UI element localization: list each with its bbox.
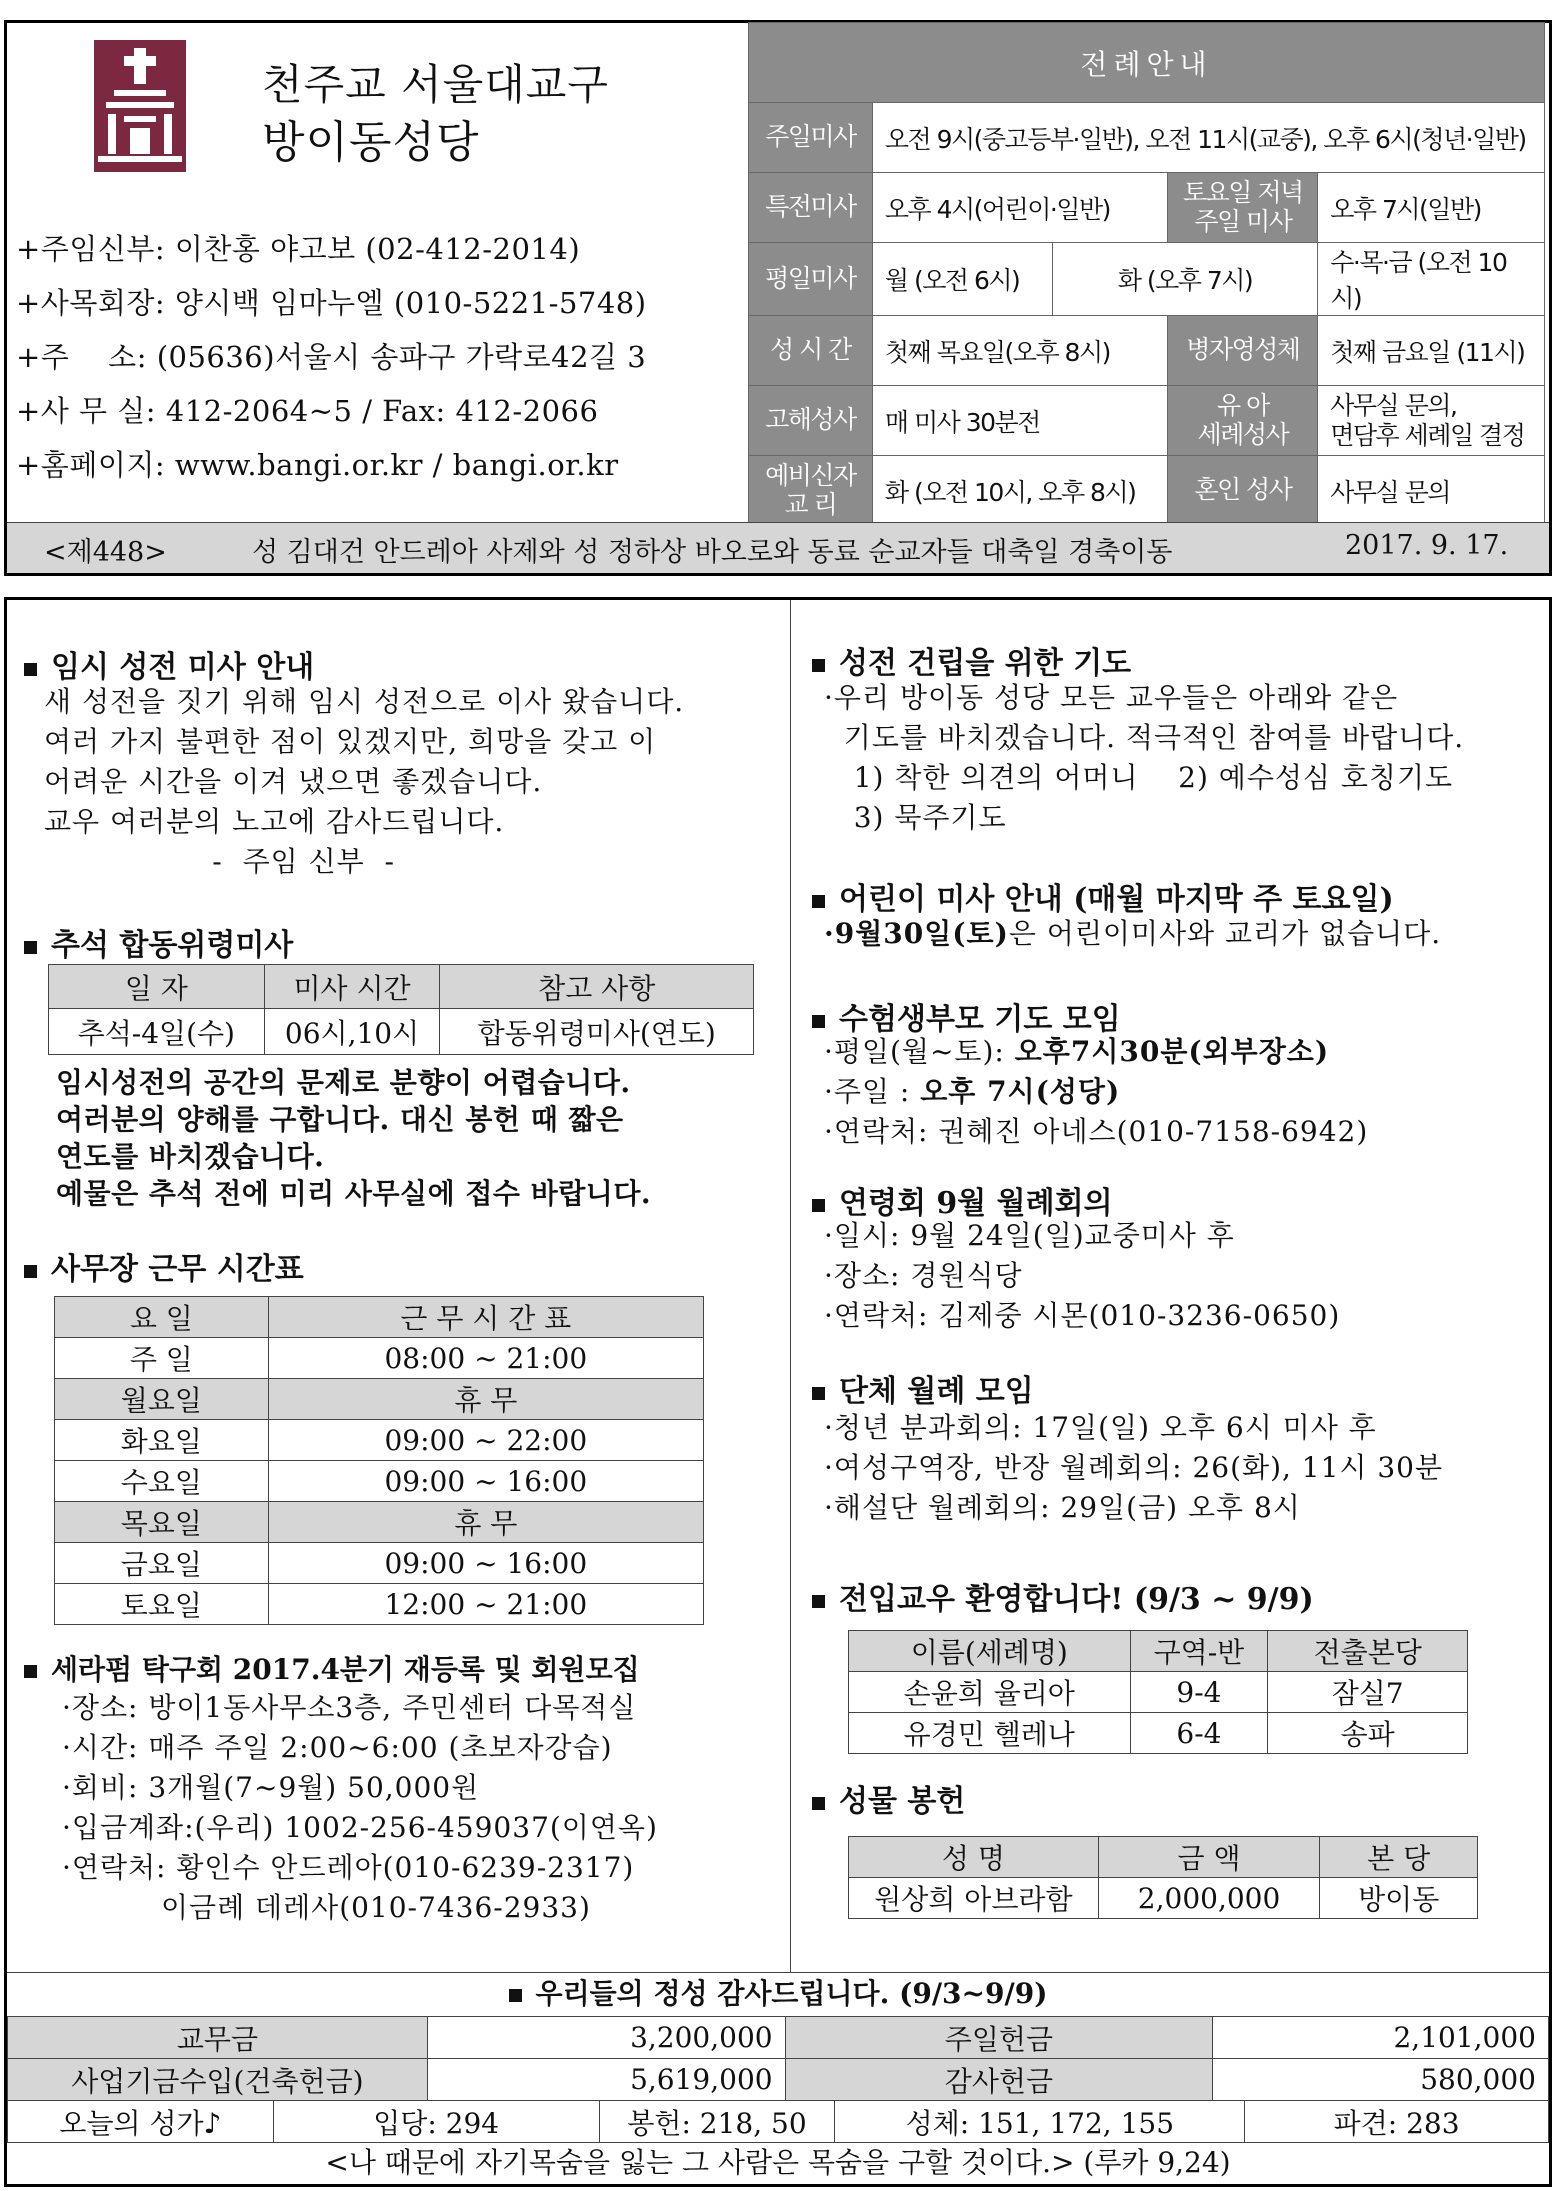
square-bullet-icon bbox=[812, 1015, 825, 1028]
office-day: 월요일 bbox=[55, 1379, 269, 1420]
building-fund-amount: 5,619,000 bbox=[427, 2059, 785, 2101]
infant-value-line1: 사무실 문의, bbox=[1330, 390, 1457, 420]
office-hours: 12:00 ~ 21:00 bbox=[268, 1584, 703, 1625]
hymns-table bbox=[7, 2100, 1549, 2143]
memorial-title: 추석 합동위령미사 bbox=[51, 928, 294, 963]
prayer-body: ·우리 방이동 성당 모든 교우들은 아래와 같은 기도를 바치겠습니다. 적극적인 참여를 바랍니다. 1) 착한 의견의 어머니 2) 예수성심 호칭기도 3) 묵주기도 bbox=[824, 681, 1465, 834]
office-day: 목요일 bbox=[55, 1502, 269, 1543]
elder-title: 연령회 9월 월례회의 bbox=[839, 1186, 1113, 1221]
office-day: 금요일 bbox=[55, 1543, 269, 1584]
sick-communion-label: 병자영성체 bbox=[1168, 316, 1318, 386]
exam-weekday bbox=[824, 1032, 1368, 1072]
holy-hour-value: 첫째 목요일(오후 8시) bbox=[872, 316, 1168, 386]
office-day: 수요일 bbox=[55, 1461, 269, 1502]
hymn-entrance: 입당: 294 bbox=[273, 2101, 599, 2143]
sick-communion-value: 첫째 금요일 (11시) bbox=[1318, 316, 1545, 386]
office-hours: 09:00 ~ 16:00 bbox=[268, 1543, 703, 1584]
square-bullet-icon bbox=[24, 1665, 37, 1678]
liturgy-table bbox=[748, 22, 1545, 526]
exam-weekday-value: 오후7시30분(외부장소) bbox=[1014, 1035, 1330, 1068]
groups-youth: ·청년 분과회의: 17일(일) 오후 6시 미사 후 bbox=[824, 1411, 1377, 1444]
table-row bbox=[849, 1672, 1468, 1713]
pingpong-heading bbox=[24, 1648, 640, 1688]
welcome-parish: 송파 bbox=[1268, 1713, 1468, 1754]
offering-name: 원상희 아브라함 bbox=[849, 1878, 1099, 1919]
catechumen-label-line2: 교 리 bbox=[784, 489, 837, 519]
issue-number: <제448> bbox=[44, 537, 167, 568]
sunday-mass-value: 오전 9시(중고등부·일반), 오전 11시(교중), 오후 6시(청년·일반) bbox=[872, 103, 1544, 173]
welcome-name: 손윤희 율리아 bbox=[849, 1672, 1131, 1713]
parish-name-line1: 천주교 서울대교구 bbox=[262, 60, 609, 109]
saturday-label-line1: 토요일 저녁 bbox=[1182, 177, 1303, 207]
memorial-header-date: 일 자 bbox=[49, 965, 265, 1009]
saturday-mass-value: 오후 7시(일반) bbox=[1318, 173, 1545, 243]
thanks-title-row bbox=[7, 1972, 1549, 2016]
memorial-note: 합동위령미사(연도) bbox=[440, 1009, 754, 1055]
office-schedule-table bbox=[54, 1296, 704, 1625]
office-day: 화요일 bbox=[55, 1420, 269, 1461]
temp-sanctuary-title: 임시 성전 미사 안내 bbox=[51, 650, 315, 685]
memorial-notice: 임시성전의 공간의 문제로 분향이 어렵습니다. 여러분의 양해를 구합니다. 대신 봉헌 때 짧은 연도를 바치겠습니다. 예물은 추석 전에 미리 사무실에 접수 바랍니다. bbox=[56, 1066, 652, 1210]
parish-name-line2: 방이동성당 bbox=[262, 117, 480, 168]
offering-amount: 2,000,000 bbox=[1098, 1878, 1320, 1919]
memorial-time: 06시,10시 bbox=[264, 1009, 440, 1055]
square-bullet-icon bbox=[24, 941, 37, 954]
catechumen-value: 화 (오전 10시, 오후 8시) bbox=[872, 456, 1168, 526]
elder-contact: ·연락처: 김제중 시몬(010-3236-0650) bbox=[824, 1299, 1341, 1332]
welcome-table bbox=[848, 1630, 1468, 1754]
contact-council: +사목회장: 양시백 임마누엘 (010-5221-5748) bbox=[16, 286, 647, 320]
contribution-table bbox=[7, 2016, 1549, 2101]
contact-office: +사 무 실: 412-2064~5 / Fax: 412-2066 bbox=[16, 394, 599, 428]
dues-label: 교무금 bbox=[8, 2017, 428, 2059]
scripture-quote: <나 때문에 자기목숨을 잃는 그 사람은 목숨을 구할 것이다.> (루카 9,24) bbox=[7, 2142, 1549, 2184]
children-date: ·9월30일(토) bbox=[824, 917, 1009, 950]
office-header-day: 요 일 bbox=[55, 1297, 269, 1338]
pingpong-contact1: ·연락처: 황인수 안드레아(010-6239-2317) bbox=[62, 1851, 635, 1884]
hymn-offertory: 봉헌: 218, 50 bbox=[599, 2101, 835, 2143]
groups-women: ·여성구역장, 반장 월례회의: 26(화), 11시 30분 bbox=[824, 1451, 1444, 1484]
issue-feast: 성 김대건 안드레아 사제와 성 정하상 바오로와 동료 순교자들 대축일 경축이동 bbox=[252, 537, 1173, 568]
exam-sunday-label: ·주일 : bbox=[824, 1075, 921, 1108]
issue-date: 2017. 9. 17. bbox=[1345, 530, 1509, 561]
office-schedule-heading bbox=[24, 1244, 304, 1288]
prayer-title: 성전 건립을 위한 기도 bbox=[839, 646, 1132, 681]
welcome-header-name: 이름(세례명) bbox=[849, 1631, 1131, 1672]
office-hours: 09:00 ~ 22:00 bbox=[268, 1420, 703, 1461]
groups-heading bbox=[812, 1366, 1034, 1410]
table-row bbox=[55, 1584, 704, 1625]
welcome-header-zone: 구역-반 bbox=[1130, 1631, 1268, 1672]
welcome-name: 유경민 헬레나 bbox=[849, 1713, 1131, 1754]
welcome-zone: 6-4 bbox=[1130, 1713, 1268, 1754]
offering-header-amount: 금 액 bbox=[1098, 1837, 1320, 1878]
memorial-date: 추석-4일(수) bbox=[49, 1009, 265, 1055]
church-logo-icon bbox=[94, 40, 186, 172]
infant-label-line1: 유 아 bbox=[1216, 390, 1269, 420]
exam-sunday-value: 오후 7시(성당) bbox=[920, 1075, 1121, 1108]
catechumen-label-line1: 예비신자 bbox=[765, 460, 856, 490]
exam-weekday-label: ·평일(월~토): bbox=[824, 1035, 1015, 1068]
hymns-label: 오늘의 성가♪ bbox=[8, 2101, 274, 2143]
groups-title: 단체 월례 모임 bbox=[839, 1374, 1034, 1409]
pingpong-contact2: 이금례 데레사(010-7436-2933) bbox=[62, 1891, 591, 1924]
liturgy-title: 전례안내 bbox=[749, 23, 1545, 103]
children-note: 은 어린이미사와 교리가 없습니다. bbox=[1008, 917, 1442, 950]
confession-value: 매 미사 30분전 bbox=[872, 386, 1168, 456]
table-row bbox=[55, 1420, 704, 1461]
holy-hour-label: 성 시 간 bbox=[749, 316, 873, 386]
office-hours: 09:00 ~ 16:00 bbox=[268, 1461, 703, 1502]
infant-baptism-value bbox=[1318, 386, 1545, 456]
office-hours: 휴 무 bbox=[268, 1502, 703, 1543]
offering-table bbox=[848, 1836, 1478, 1919]
catechumen-label bbox=[749, 456, 873, 526]
square-bullet-icon bbox=[812, 1797, 825, 1810]
weekday-wtf: 수·목·금 (오전 10시) bbox=[1318, 243, 1545, 316]
weekday-mon: 월 (오전 6시) bbox=[872, 243, 1052, 316]
offering-title: 성물 봉헌 bbox=[839, 1784, 966, 1819]
sunday-offering-amount: 2,101,000 bbox=[1213, 2017, 1549, 2059]
memorial-header-note: 참고 사항 bbox=[440, 965, 754, 1009]
square-bullet-icon bbox=[812, 1199, 825, 1212]
table-row bbox=[55, 1338, 704, 1379]
exam-title: 수험생부모 기도 모임 bbox=[839, 1002, 1121, 1037]
table-row bbox=[55, 1461, 704, 1502]
pingpong-items bbox=[62, 1688, 658, 1928]
thanks-title: 우리들의 정성 감사드립니다. (9/3~9/9) bbox=[535, 1977, 1048, 2010]
square-bullet-icon bbox=[24, 663, 37, 676]
weekday-tue: 화 (오후 7시) bbox=[1052, 243, 1318, 316]
square-bullet-icon bbox=[812, 895, 825, 908]
square-bullet-icon bbox=[812, 1595, 825, 1608]
anticipated-mass-value: 오후 4시(어린이·일반) bbox=[872, 173, 1168, 243]
sunday-mass-label: 주일미사 bbox=[749, 103, 873, 173]
welcome-header-parish: 전출본당 bbox=[1268, 1631, 1468, 1672]
column-divider bbox=[790, 600, 791, 1972]
memorial-table bbox=[48, 964, 754, 1055]
offering-heading bbox=[812, 1776, 965, 1820]
offering-header-name: 성 명 bbox=[849, 1837, 1099, 1878]
welcome-zone: 9-4 bbox=[1130, 1672, 1268, 1713]
wedding-value: 사무실 문의 bbox=[1318, 456, 1545, 526]
office-schedule-title: 사무장 근무 시간표 bbox=[51, 1252, 304, 1287]
exam-items bbox=[824, 1032, 1368, 1152]
office-hours: 휴 무 bbox=[268, 1379, 703, 1420]
building-fund-label: 사업기금수입(건축헌금) bbox=[8, 2059, 428, 2101]
office-day: 토요일 bbox=[55, 1584, 269, 1625]
contact-address: +주 소: (05636)서울시 송파구 가락로42길 3 bbox=[16, 340, 647, 374]
square-bullet-icon bbox=[24, 1265, 37, 1278]
weekday-mass-label: 평일미사 bbox=[749, 243, 873, 316]
temp-sanctuary-heading bbox=[24, 642, 314, 686]
anticipated-mass-label: 특전미사 bbox=[749, 173, 873, 243]
hymn-recessional: 파견: 283 bbox=[1245, 2101, 1549, 2143]
pingpong-account: ·입금계좌:(우리) 1002-256-459037(이연옥) bbox=[62, 1811, 658, 1844]
contact-website[interactable]: +홈페이지: www.bangi.or.kr / bangi.or.kr bbox=[16, 448, 619, 482]
offering-parish: 방이동 bbox=[1320, 1878, 1478, 1919]
pingpong-title: 세라펌 탁구회 2017.4분기 재등록 및 회원모집 bbox=[51, 1653, 640, 1686]
square-bullet-icon bbox=[812, 1387, 825, 1400]
confession-label: 고해성사 bbox=[749, 386, 873, 456]
children-body bbox=[824, 914, 1441, 954]
temp-sanctuary-body: 새 성전을 짓기 위해 임시 성전으로 이사 왔습니다. 여러 가지 불편한 점이 있겠지만, 희망을 갖고 이 어려운 시간을 이겨 냈으면 좋겠습니다. 교우 여러분의 노고에 감사드립니다. - 주임 신부 - bbox=[44, 685, 685, 878]
table-row bbox=[55, 1502, 704, 1543]
children-title: 어린이 미사 안내 (매월 마지막 주 토요일) bbox=[839, 882, 1394, 917]
pingpong-fee: ·회비: 3개월(7~9월) 50,000원 bbox=[62, 1771, 480, 1804]
dues-amount: 3,200,000 bbox=[427, 2017, 785, 2059]
memorial-heading bbox=[24, 920, 293, 964]
exam-contact: ·연락처: 권혜진 아네스(010-7158-6942) bbox=[824, 1115, 1369, 1148]
office-header-hours: 근 무 시 간 표 bbox=[268, 1297, 703, 1338]
children-heading bbox=[812, 874, 1394, 918]
thanks-offering-amount: 580,000 bbox=[1213, 2059, 1549, 2101]
square-bullet-icon bbox=[812, 659, 825, 672]
offering-header-parish: 본 당 bbox=[1320, 1837, 1478, 1878]
groups-items bbox=[824, 1408, 1443, 1528]
wedding-label: 혼인 성사 bbox=[1168, 456, 1318, 526]
office-day: 주 일 bbox=[55, 1338, 269, 1379]
pingpong-time: ·시간: 매주 주일 2:00~6:00 (초보자강습) bbox=[62, 1731, 613, 1764]
table-row bbox=[55, 1379, 704, 1420]
hymn-communion: 성체: 151, 172, 155 bbox=[835, 2101, 1245, 2143]
elder-items bbox=[824, 1216, 1340, 1336]
memorial-header-time: 미사 시간 bbox=[264, 965, 440, 1009]
exam-sunday bbox=[824, 1072, 1368, 1112]
infant-label-line2: 세례성사 bbox=[1197, 419, 1289, 449]
square-bullet-icon bbox=[509, 1989, 522, 2002]
groups-commentators: ·해설단 월례회의: 29일(금) 오후 8시 bbox=[824, 1491, 1301, 1524]
welcome-parish: 잠실7 bbox=[1268, 1672, 1468, 1713]
saturday-label-line2: 주일 미사 bbox=[1194, 206, 1292, 236]
office-hours: 08:00 ~ 21:00 bbox=[268, 1338, 703, 1379]
table-row bbox=[55, 1543, 704, 1584]
infant-value-line2: 면담후 세례일 결정 bbox=[1330, 420, 1525, 450]
elder-date: ·일시: 9월 24일(일)교중미사 후 bbox=[824, 1219, 1235, 1252]
welcome-title: 전입교우 환영합니다! (9/3 ~ 9/9) bbox=[839, 1582, 1314, 1617]
prayer-heading bbox=[812, 638, 1131, 682]
welcome-heading bbox=[812, 1574, 1314, 1618]
table-row bbox=[849, 1713, 1468, 1754]
elder-place: ·장소: 경원식당 bbox=[824, 1259, 1023, 1292]
contact-pastor: +주임신부: 이찬홍 야고보 (02-412-2014) bbox=[16, 232, 581, 266]
infant-baptism-label bbox=[1168, 386, 1318, 456]
thanks-offering-label: 감사헌금 bbox=[785, 2059, 1213, 2101]
contact-list bbox=[16, 222, 647, 492]
saturday-mass-label bbox=[1168, 173, 1318, 243]
sunday-offering-label: 주일헌금 bbox=[785, 2017, 1213, 2059]
pingpong-place: ·장소: 방이1동사무소3층, 주민센터 다목적실 bbox=[62, 1691, 637, 1724]
